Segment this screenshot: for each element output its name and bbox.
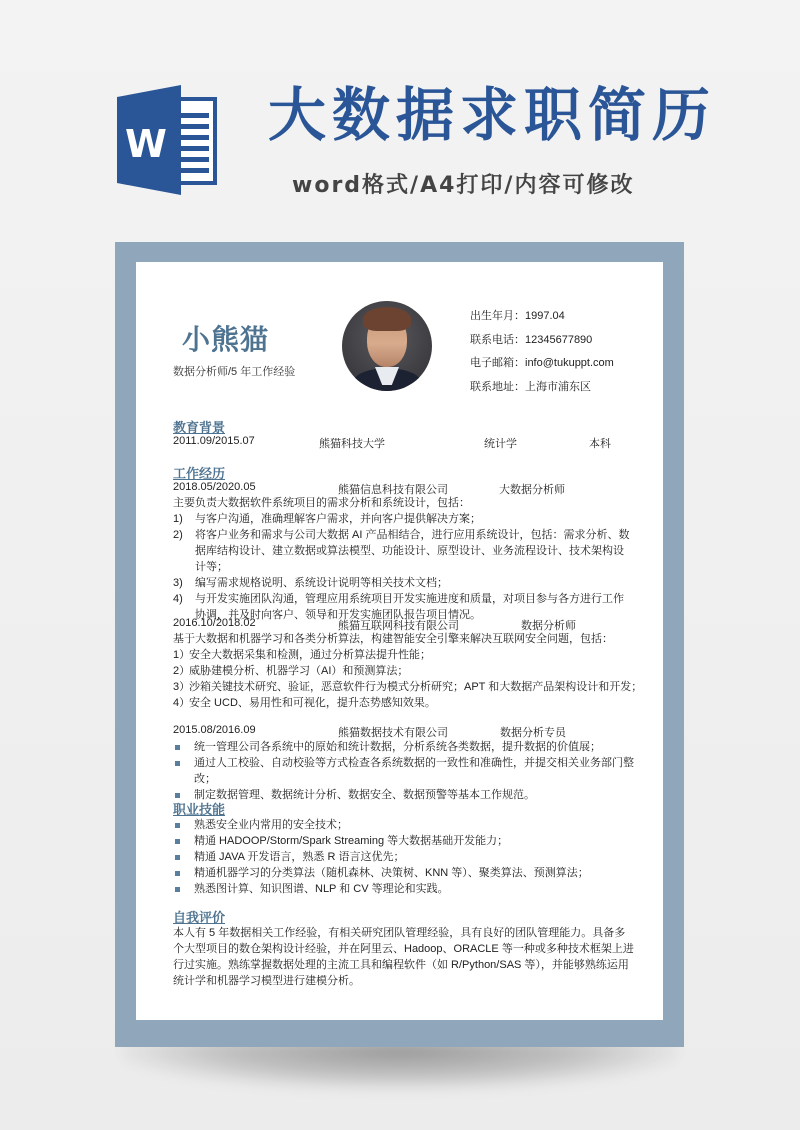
list-item: 1） 安全大数据采集和检测，通过分析算法提升性能；: [173, 649, 431, 661]
contact-address: 联系地址：上海市浦东区: [470, 380, 591, 393]
bullet-square-icon: [175, 839, 180, 844]
avatar: [342, 301, 432, 391]
job-1-description: [173, 495, 633, 623]
bullet-square-icon: [175, 855, 180, 860]
job-2-description: [173, 631, 643, 711]
education-period: 2011.09/2015.07: [173, 435, 255, 447]
education-row: [173, 435, 623, 449]
bullet-square-icon: [175, 793, 180, 798]
page-subtitle: word格式/A4打印/内容可修改: [292, 173, 635, 198]
job-period: 2016.10/2018.02: [173, 617, 256, 629]
bullet-item: 熟悉安全业内常用的安全技术；: [173, 817, 643, 833]
bullet-item: 通过人工校验、自动校验等方式检查各系统数据的一致性和准确性，并提交相关业务部门整改；: [173, 755, 643, 787]
list-item: 3) 编写需求规格说明、系统设计说明等相关技术文档；: [173, 577, 448, 589]
list-item: 4) 与开发实施团队沟通，管理应用系统项目开发实施进度和质量，对项目参与各方进行工作协调，并及时向客户、领导和开发实施团队报告项目情况。: [173, 593, 624, 621]
job-intro: 主要负责大数据软件系统项目的需求分析和系统设计，包括：: [173, 497, 470, 509]
contact-email: 电子邮箱：info@tukuppt.com: [470, 357, 614, 369]
contact-info: [470, 305, 614, 399]
bullet-item: 精通 JAVA 开发语言，熟悉 R 语言这优先；: [173, 849, 643, 865]
job-position: 数据分析专员: [500, 727, 566, 739]
job-company: 熊猫信息科技有限公司: [338, 484, 448, 496]
section-education-title: 教育背景: [173, 420, 226, 435]
job-period: 2018.05/2020.05: [173, 481, 256, 493]
bullet-square-icon: [175, 823, 180, 828]
job-1-header: [173, 481, 623, 495]
education-degree: 本科: [589, 438, 611, 450]
resume-frame: [115, 242, 684, 1047]
list-item: 1) 与客户沟通，准确理解客户需求，并向客户提供解决方案；: [173, 513, 481, 525]
bullet-item: 熟悉图计算、知识图谱、NLP 和 CV 等理论和实践。: [173, 881, 643, 897]
job-period: 2015.08/2016.09: [173, 724, 256, 736]
section-self-eval-title: 自我评价: [173, 910, 226, 925]
page-title: 大数据求职简历: [268, 81, 717, 149]
bullet-item: 精通机器学习的分类算法（随机森林、决策树、KNN 等）、聚类算法、预测算法；: [173, 865, 643, 881]
bullet-item: 精通 HADOOP/Storm/Spark Streaming 等大数据基础开发能力；: [173, 833, 643, 849]
skills-list: [173, 817, 643, 897]
bullet-item: 统一管理公司各系统中的原始和统计数据，分析系统各类数据，提升数据的价值展；: [173, 739, 643, 755]
list-item: 2) 将客户业务和需求与公司大数据 AI 产品相结合，进行应用系统设计，包括：需求分析、数据库结构设计、建立数据或算法模型、功能设计、原型设计、业务流程设计、技术架构设计等；: [173, 529, 630, 573]
education-school: 熊猫科技大学: [319, 438, 385, 450]
svg-text:W: W: [125, 122, 167, 166]
self-eval-text: 本人有 5 年数据相关工作经验，有相关研究团队管理经验，具有良好的团队管理能力。具备多个大型项目的数仓架构设计经验，并在阿里云、Hadoop、ORACLE 等一种或多种技术框架上进行过实施。熟练掌握数据处理的主流工具和编程软件（如 R/Python/SAS 等），并能够熟练运用统计学和机器学习模型进行建模分析。: [173, 927, 634, 987]
section-work-title: 工作经历: [173, 466, 226, 481]
candidate-name: 小熊猫: [182, 323, 270, 356]
job-3-header: [173, 724, 623, 738]
bullet-square-icon: [175, 745, 180, 750]
bullet-square-icon: [175, 871, 180, 876]
bullet-square-icon: [175, 761, 180, 766]
bullet-item: 制定数据管理、数据统计分析、数据安全、数据预警等基本工作规范。: [173, 787, 643, 803]
avatar-hair: [363, 307, 411, 331]
education-major: 统计学: [484, 438, 517, 450]
job-3-description: [173, 739, 643, 803]
list-item: 3） 沙箱关键技术研究、验证，恶意软件行为模式分析研究；APT 和大数据产品架构设计和开发；: [173, 681, 643, 693]
job-intro: 基于大数据和机器学习和各类分析算法，构建智能安全引擎来解决互联网安全问题，包括：: [173, 633, 613, 645]
candidate-role: 数据分析师/5 年工作经验: [173, 366, 296, 378]
job-company: 熊猫互联网科技有限公司: [338, 620, 459, 632]
frame-shadow: [120, 1040, 680, 1090]
job-2-header: [173, 617, 623, 631]
resume-page: [136, 262, 663, 1020]
section-skills-title: 职业技能: [173, 802, 226, 817]
job-position: 大数据分析师: [499, 484, 565, 496]
list-item: 4） 安全 UCD、易用性和可视化，提升态势感知效果。: [173, 697, 436, 709]
word-document-icon: [117, 85, 217, 195]
job-position: 数据分析师: [521, 620, 576, 632]
contact-phone: 联系电话：12345677890: [470, 333, 593, 346]
contact-birth: 出生年月：1997.04: [470, 310, 565, 322]
bullet-square-icon: [175, 887, 180, 892]
job-company: 熊猫数据技术有限公司: [338, 727, 448, 739]
list-item: 2） 威胁建模分析、机器学习（AI）和预测算法；: [173, 665, 409, 677]
